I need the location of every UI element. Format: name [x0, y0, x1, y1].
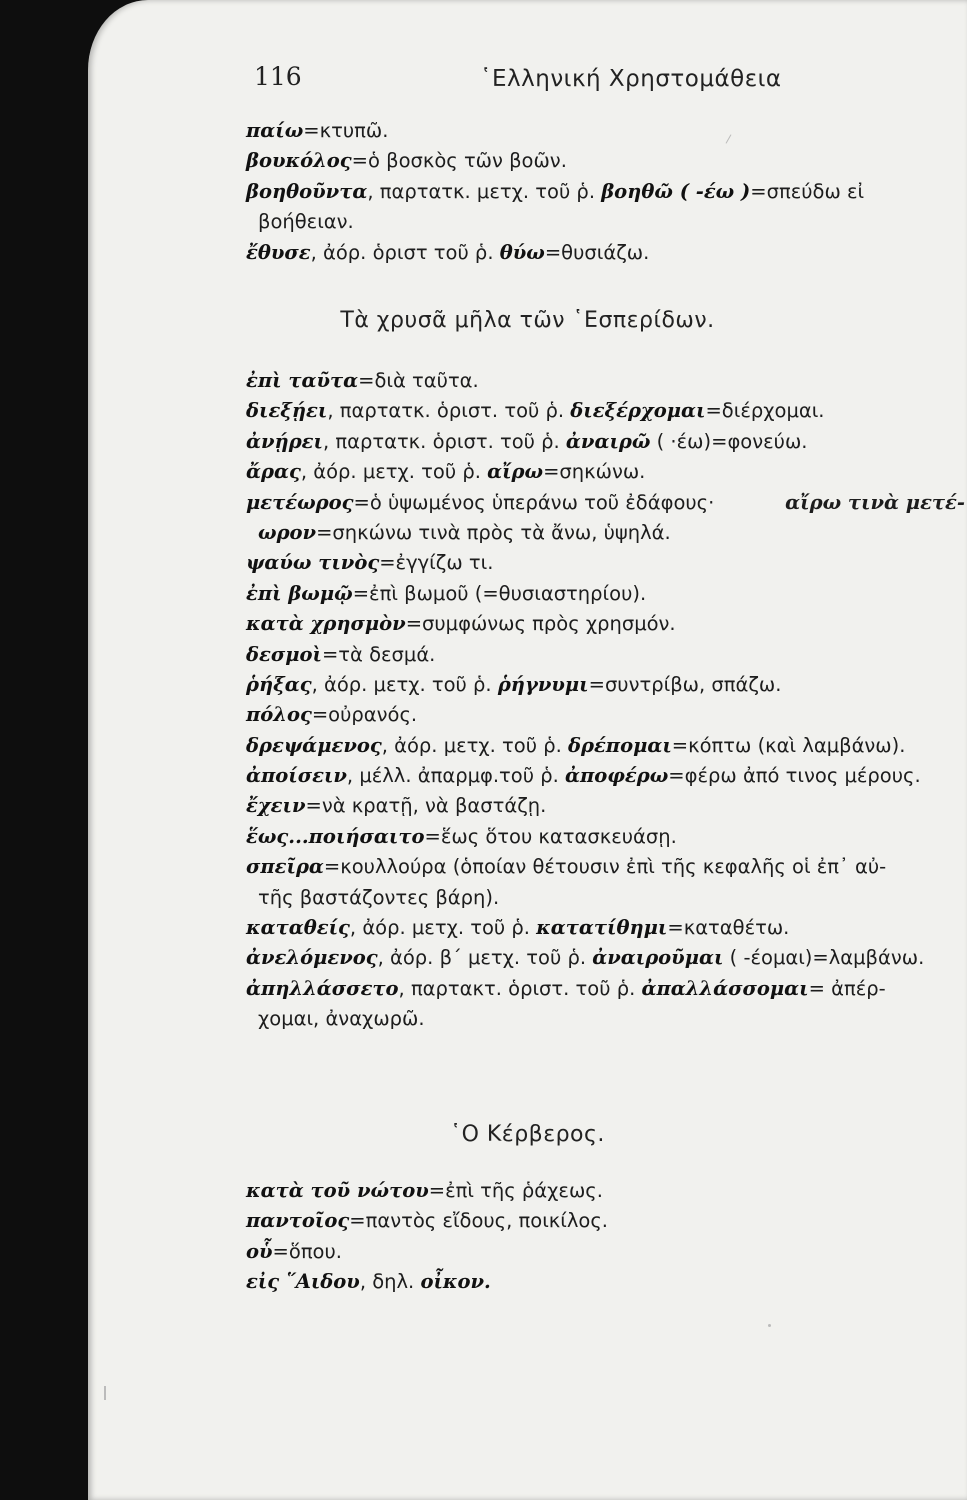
root-word: αἴρω — [487, 460, 544, 484]
glossary-entry — [246, 700, 967, 730]
glossary-entry — [246, 791, 967, 821]
scan-mark — [768, 1324, 771, 1327]
running-title: ῾Ελληνική Χρηστομάθεια — [480, 66, 782, 92]
glossary-entry — [246, 761, 967, 791]
headword-continued: αἴρω τινὰ μετέ- — [785, 490, 965, 514]
glossary-entry — [246, 116, 967, 146]
definition: =ἐπὶ τῆς ῥάχεως. — [428, 1179, 603, 1202]
section-title-kerberos: ῾Ο Κέρβερος. — [450, 1122, 605, 1147]
headword: ἀνῄρει — [246, 429, 323, 453]
glossary-entry — [246, 852, 967, 882]
glossary-entry — [246, 488, 967, 518]
definition: , ἀόρ. μετχ. τοῦ ῥ. — [349, 916, 537, 940]
definition-continued: =συντρίβω, σπάζω. — [588, 672, 782, 696]
glossary-entry — [246, 640, 967, 670]
headword: εἰς ῞Αιδου — [246, 1270, 360, 1294]
glossary-entry — [246, 1206, 967, 1236]
headword: ἕως...ποιήσαιτο — [246, 824, 425, 848]
definition: , ἀόρ. μετχ. τοῦ ῥ. — [381, 733, 568, 757]
definition: , παρτατκ. ὁριστ. τοῦ ῥ. — [322, 429, 566, 453]
glossary-entry — [246, 883, 967, 913]
headword: πόλος — [246, 703, 312, 727]
glossary-entry — [246, 207, 967, 237]
definition-continued: =φέρω ἀπό τινος μέρους. — [668, 764, 921, 788]
definition: =τὰ δεσμά. — [321, 642, 436, 666]
page-header — [88, 62, 967, 102]
definition: =κτυπῶ. — [303, 119, 389, 142]
definition: , δηλ. — [359, 1270, 421, 1294]
glossary-entry — [246, 943, 967, 973]
headword: οὗ — [246, 1239, 273, 1263]
glossary-entry — [246, 731, 967, 761]
definition: , παρτακτ. ὁριστ. τοῦ ῥ. — [398, 976, 642, 1000]
headword: καταθείς — [246, 916, 350, 940]
definition: , ἀόρ. μετχ. τοῦ ῥ. — [300, 460, 488, 484]
definition: =ἐγγίζω τι. — [379, 551, 494, 575]
glossary-entry — [246, 548, 967, 578]
section-title-golden-apples: Τὰ χρυσᾶ μῆλα τῶν ῾Εσπερίδων. — [340, 308, 715, 333]
definition: , παρτατκ. ὁριστ. τοῦ ῥ. — [327, 399, 571, 423]
root-word: ἀποφέρω — [564, 764, 669, 788]
headword: κατὰ τοῦ νώτου — [246, 1179, 429, 1202]
definition: βοήθειαν. — [258, 210, 354, 234]
glossary-entry — [246, 396, 967, 426]
headword: δρεψάμενος — [246, 733, 382, 757]
root-word: ἀπαλλάσσομαι — [641, 976, 809, 1000]
glossary-entry — [246, 177, 967, 207]
headword: ῥήξας — [246, 672, 312, 696]
glossary-block-3 — [246, 1176, 967, 1298]
definition: , ἀόρ. β΄ μετχ. τοῦ ῥ. — [377, 946, 593, 970]
headword: κατὰ χρησμὸν — [246, 612, 406, 636]
definition: =νὰ κρατῇ, νὰ βαστάζῃ. — [305, 794, 547, 818]
headword: ἄρας — [246, 460, 301, 484]
glossary-entry — [246, 974, 967, 1004]
definition-continued: =κόπτω (καὶ λαμβάνω). — [671, 733, 906, 757]
root-word: κατατίθημι — [536, 916, 668, 940]
glossary-entry — [246, 1004, 967, 1034]
glossary-entry — [246, 670, 967, 700]
headword: μετέωρος — [246, 490, 354, 514]
root-word: βοηθῶ ( -έω ) — [601, 179, 751, 203]
root-word: ἀναιροῦμαι — [592, 946, 724, 970]
definition: χομαι, ἀναχωρῶ. — [258, 1007, 425, 1031]
definition: τῆς βαστάζοντες βάρη). — [258, 885, 500, 909]
glossary-entry — [246, 913, 967, 943]
headword: ἀποίσειν — [246, 764, 347, 788]
glossary-entry — [246, 1176, 967, 1206]
definition-continued: =καταθέτω. — [667, 916, 790, 940]
glossary-entry — [246, 366, 967, 396]
book-page — [88, 0, 967, 1500]
definition: , παρτατκ. μετχ. τοῦ ῥ. — [367, 179, 602, 203]
headword: ἀπηλλάσσετο — [246, 976, 399, 1000]
headword: διεξῄει — [246, 399, 328, 423]
headword: παίω — [246, 119, 304, 142]
headword: βοηθοῦντα — [246, 179, 368, 203]
glossary-block-2 — [246, 366, 967, 1035]
definition-continued: =θυσιάζω. — [544, 240, 650, 264]
definition: =οὐρανός. — [311, 703, 418, 727]
definition: =ὅπου. — [272, 1239, 342, 1263]
headword: ἐπὶ ταῦτα — [246, 369, 359, 392]
definition-continued: ( ·έω)=φονεύω. — [650, 429, 808, 453]
glossary-entry — [246, 427, 967, 457]
definition: , ἀόρ. μετχ. τοῦ ῥ. — [311, 672, 498, 696]
headword: ἐπὶ βωμῷ — [246, 581, 353, 605]
root-word: ῥήγνυμι — [497, 672, 589, 696]
glossary-entry — [246, 609, 967, 639]
definition-continued: = ἀπέρ- — [808, 976, 886, 1000]
root-word: οἶκον. — [420, 1270, 491, 1294]
glossary-entry — [246, 238, 967, 268]
definition: =ἐπὶ βωμοῦ (=θυσιαστηρίου). — [352, 581, 647, 605]
headword: δεσμοὶ — [246, 642, 322, 666]
definition: =ἕως ὅτου κατασκευάσῃ. — [424, 824, 677, 848]
definition: =συμφώνως πρὸς χρησμόν. — [405, 612, 676, 636]
definition: , μέλλ. ἀπαρμφ.τοῦ ῥ. — [346, 764, 565, 788]
definition: =ὁ ὑψωμένος ὑπεράνω τοῦ ἐδάφους· — [353, 490, 715, 514]
headword: βουκόλος — [246, 149, 352, 173]
definition: =παντὸς εἴδους, ποικίλος. — [349, 1209, 609, 1233]
glossary-block-1 — [246, 116, 967, 268]
headword: ἔχειν — [246, 794, 306, 818]
headword: ωρον — [258, 520, 317, 544]
page-number: 116 — [254, 62, 302, 91]
glossary-entry — [246, 457, 967, 487]
glossary-entry — [246, 1267, 967, 1297]
glossary-entry — [246, 146, 967, 176]
glossary-entry — [246, 579, 967, 609]
glossary-entry — [246, 1237, 967, 1267]
headword: ψαύω τινὸς — [246, 551, 380, 575]
definition-continued: =διέρχομαι. — [705, 399, 825, 423]
glossary-entry — [246, 822, 967, 852]
headword: σπεῖρα — [246, 855, 324, 879]
root-word: ἀναιρῶ — [565, 429, 651, 453]
definition: =σηκώνω τινὰ πρὸς τὰ ἄνω, ὑψηλά. — [316, 520, 671, 544]
definition: =ὁ βοσκὸς τῶν βοῶν. — [351, 149, 567, 173]
definition: =διὰ ταῦτα. — [358, 369, 479, 392]
headword: ἀνελόμενος — [246, 946, 378, 970]
definition: =κουλλούρα (ὁποίαν θέτουσιν ἐπὶ τῆς κεφαλῆς οἱ ἐπ᾿ αὐ- — [323, 855, 887, 879]
definition-continued: =σπεύδω εἰ — [750, 179, 865, 203]
headword: παντοῖος — [246, 1209, 350, 1233]
definition-continued: ( -έομαι)=λαμβάνω. — [723, 946, 925, 970]
root-word: θύω — [499, 240, 545, 264]
root-word: διεξέρχομαι — [570, 399, 706, 423]
headword: ἔθυσε — [246, 240, 311, 264]
definition-continued: =σηκώνω. — [543, 460, 646, 484]
root-word: δρέπομαι — [567, 733, 672, 757]
glossary-entry — [246, 518, 967, 548]
definition: , ἀόρ. ὁριστ τοῦ ῥ. — [310, 240, 500, 264]
scan-mark — [104, 1386, 106, 1400]
